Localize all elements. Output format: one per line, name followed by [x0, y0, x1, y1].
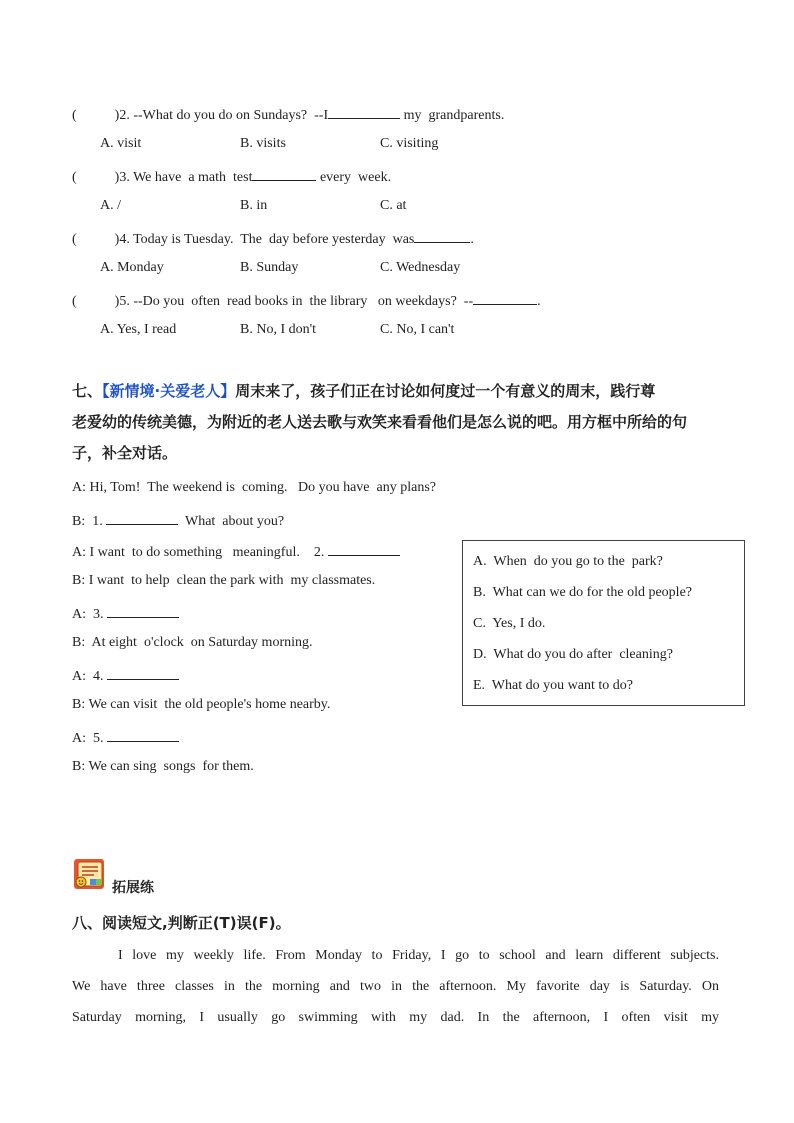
option-a[interactable]: A. Monday	[100, 260, 164, 275]
dialogue-text: B: At eight o'clock on Saturday morning.	[72, 635, 313, 650]
option-c[interactable]: C. No, I can't	[380, 322, 455, 337]
question-text-tail: every week.	[316, 170, 392, 185]
question-text: )5. --Do you often read books in the library on weekdays? --	[114, 294, 474, 309]
box-option-d: D. What do you do after cleaning?	[473, 647, 673, 662]
dialogue-text: A: I want to do something meaningful. 2.	[72, 545, 328, 560]
option-a[interactable]: A. /	[100, 198, 121, 213]
section7-heading-line2: 老爱幼的传统美德，为附近的老人送去歌与欢笑来看看他们是怎么说的吧。用方框中所给的句	[72, 413, 688, 431]
question-3	[72, 166, 391, 187]
option-a[interactable]: A. visit	[100, 136, 142, 151]
answer-paren[interactable]: (	[72, 108, 77, 123]
option-b[interactable]: B. in	[240, 198, 268, 213]
dialogue-line	[72, 541, 400, 562]
question-text-tail: .	[537, 294, 541, 309]
dialogue-text: B: We can sing songs for them.	[72, 759, 254, 774]
option-c[interactable]: C. Wednesday	[380, 260, 461, 275]
answer-blank[interactable]	[252, 166, 316, 181]
dialogue-line	[72, 603, 179, 624]
dialogue-text: B: I want to help clean the park with my classmates.	[72, 573, 376, 588]
box-option-e: E. What do you want to do?	[473, 678, 633, 693]
dialogue-text-tail: What about you?	[178, 514, 285, 529]
dialogue-text: B: 1.	[72, 514, 107, 529]
dialogue-text: A: 4.	[72, 669, 107, 684]
option-b[interactable]: B. Sunday	[240, 260, 299, 275]
answer-paren[interactable]: (	[72, 170, 77, 185]
dialogue-line	[72, 696, 330, 714]
answer-paren[interactable]: (	[72, 232, 77, 247]
question-text-tail: my grandparents.	[400, 108, 505, 123]
answer-blank[interactable]	[328, 104, 400, 119]
dialogue-line	[72, 665, 179, 686]
dialogue-line	[72, 510, 284, 531]
box-option-a: A. When do you go to the park?	[473, 554, 663, 569]
answer-options-box	[462, 540, 745, 706]
box-option-c: C. Yes, I do.	[473, 616, 546, 631]
dialogue-blank[interactable]	[107, 727, 179, 742]
section8-heading: 八、阅读短文,判断正(T)误(F)。	[72, 914, 291, 932]
dialogue-line	[72, 727, 179, 748]
answer-blank[interactable]	[473, 290, 537, 305]
question-2	[72, 104, 504, 125]
dialogue-blank[interactable]	[328, 541, 400, 556]
option-b[interactable]: B. visits	[240, 136, 286, 151]
dialogue-blank[interactable]	[107, 603, 179, 618]
option-b[interactable]: B. No, I don't	[240, 322, 317, 337]
dialogue-blank[interactable]	[106, 510, 178, 525]
section7-heading-line3: 子，补全对话。	[72, 444, 178, 462]
section7-heading-line1: 七、【新情境·关爱老人】周末来了，孩子们正在讨论如何度过一个有意义的周末，践行尊	[72, 382, 656, 400]
option-c[interactable]: C. at	[380, 198, 407, 213]
notebook-icon	[72, 857, 106, 891]
dialogue-text: A: 5.	[72, 731, 107, 746]
answer-blank[interactable]	[414, 228, 470, 243]
box-option-b: B. What can we do for the old people?	[473, 585, 693, 600]
option-a[interactable]: A. Yes, I read	[100, 322, 177, 337]
question-text: )2. --What do you do on Sundays? --I	[114, 108, 329, 123]
dialogue-line	[72, 634, 313, 652]
option-c[interactable]: C. visiting	[380, 136, 439, 151]
question-text-tail: .	[470, 232, 474, 247]
dialogue-text: A: Hi, Tom! The weekend is coming. Do you have any plans?	[72, 480, 436, 495]
dialogue-blank[interactable]	[107, 665, 179, 680]
dialogue-text: A: 3.	[72, 607, 107, 622]
passage-line2: We have three classes in the morning and two in the afternoon. My favorite day is Saturday. On	[72, 979, 719, 994]
dialogue-line	[72, 758, 254, 776]
dialogue-line	[72, 572, 375, 590]
question-text: )3. We have a math test	[114, 170, 253, 185]
question-text: )4. Today is Tuesday. The day before yesterday was	[114, 232, 415, 247]
passage-line1: I love my weekly life. From Monday to Friday, I go to school and learn different subjects.	[118, 948, 719, 963]
dialogue-text: B: We can visit the old people's home nearby.	[72, 697, 331, 712]
question-4	[72, 228, 474, 249]
dialogue-line	[72, 479, 436, 497]
section7-tag: 【新情境·关爱老人】	[102, 382, 236, 400]
question-5	[72, 290, 541, 311]
passage-line3: Saturday morning, I usually go swimming with my dad. In the afternoon, I often visit my	[72, 1010, 719, 1025]
practice-label: 拓展练	[112, 880, 154, 896]
answer-paren[interactable]: (	[72, 294, 77, 309]
